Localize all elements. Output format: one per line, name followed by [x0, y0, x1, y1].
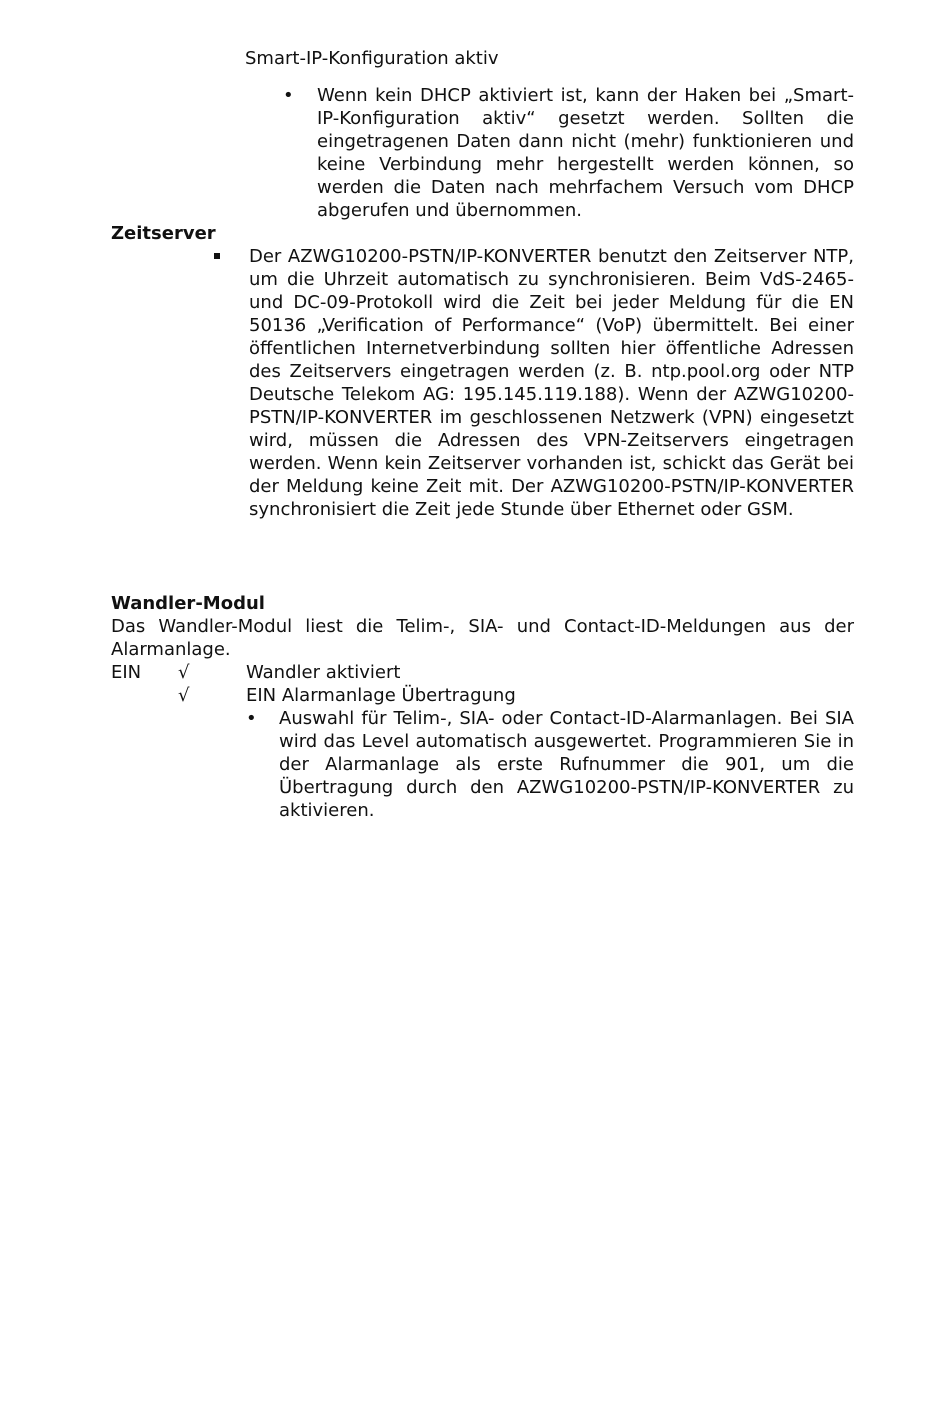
- wandler-state: EIN: [111, 662, 142, 683]
- wandler-description: Auswahl für Telim-, SIA- oder Contact-ID-Alarmanlagen. Bei SIA wird das Level automatisch ausgewertet. Programmieren Sie in der Alarmanlage als erste Rufnummer die 901, um die Übertragung durch den AZWG10200-PSTN/IP-KONVERTER zu aktivieren.: [279, 708, 854, 821]
- bullet-icon: •: [246, 708, 257, 729]
- bullet-icon: •: [283, 85, 294, 106]
- wandler-intro: Das Wandler-Modul liest die Telim-, SIA- und Contact-ID-Meldungen aus der Alarmanlage.: [111, 616, 854, 660]
- checkmark-icon: √: [178, 662, 190, 683]
- checkmark-icon: √: [178, 685, 190, 706]
- smart-ip-description: Wenn kein DHCP aktiviert ist, kann der Haken bei „Smart-IP-Konfiguration aktiv“ gesetzt werden. Sollten die eingetragenen Daten dann nicht (mehr) funktionieren und keine Verbindung mehr hergestellt werden können, so werden die Daten nach mehrfachem Versuch vom DHCP abgerufen und übernommen.: [317, 85, 854, 221]
- alarm-transmission-label: EIN Alarmanlage Übertragung: [246, 685, 516, 706]
- square-bullet-icon: [214, 253, 220, 259]
- zeitserver-heading: Zeitserver: [111, 223, 216, 244]
- zeitserver-description: Der AZWG10200-PSTN/IP-KONVERTER benutzt den Zeitserver NTP, um die Uhrzeit automatisch zu synchronisieren. Beim VdS-2465- und DC-09-Protokoll wird die Zeit bei jeder Meldung für die EN 50136 „Verification of Performance“ (VoP) übermittelt. Bei einer öffentlichen Internetverbindung sollten hier öffentliche Adressen des Zeitservers eingetragen werden (z. B. ntp.pool.org oder NTP Deutsche Telekom AG: 195.145.119.188). Wenn der AZWG10200-PSTN/IP-KONVERTER im geschlossenen Netzwerk (VPN) eingesetzt wird, müssen die Adressen des VPN-Zeitservers eingetragen werden. Wenn kein Zeitserver vorhanden ist, schickt das Gerät bei der Meldung keine Zeit mit. Der AZWG10200-PSTN/IP-KONVERTER synchronisiert die Zeit jede Stunde über Ethernet oder GSM.: [249, 246, 854, 520]
- wandler-activated-label: Wandler aktiviert: [246, 662, 401, 683]
- wandler-heading: Wandler-Modul: [111, 593, 265, 614]
- smart-ip-heading: Smart-IP-Konfiguration aktiv: [245, 48, 499, 69]
